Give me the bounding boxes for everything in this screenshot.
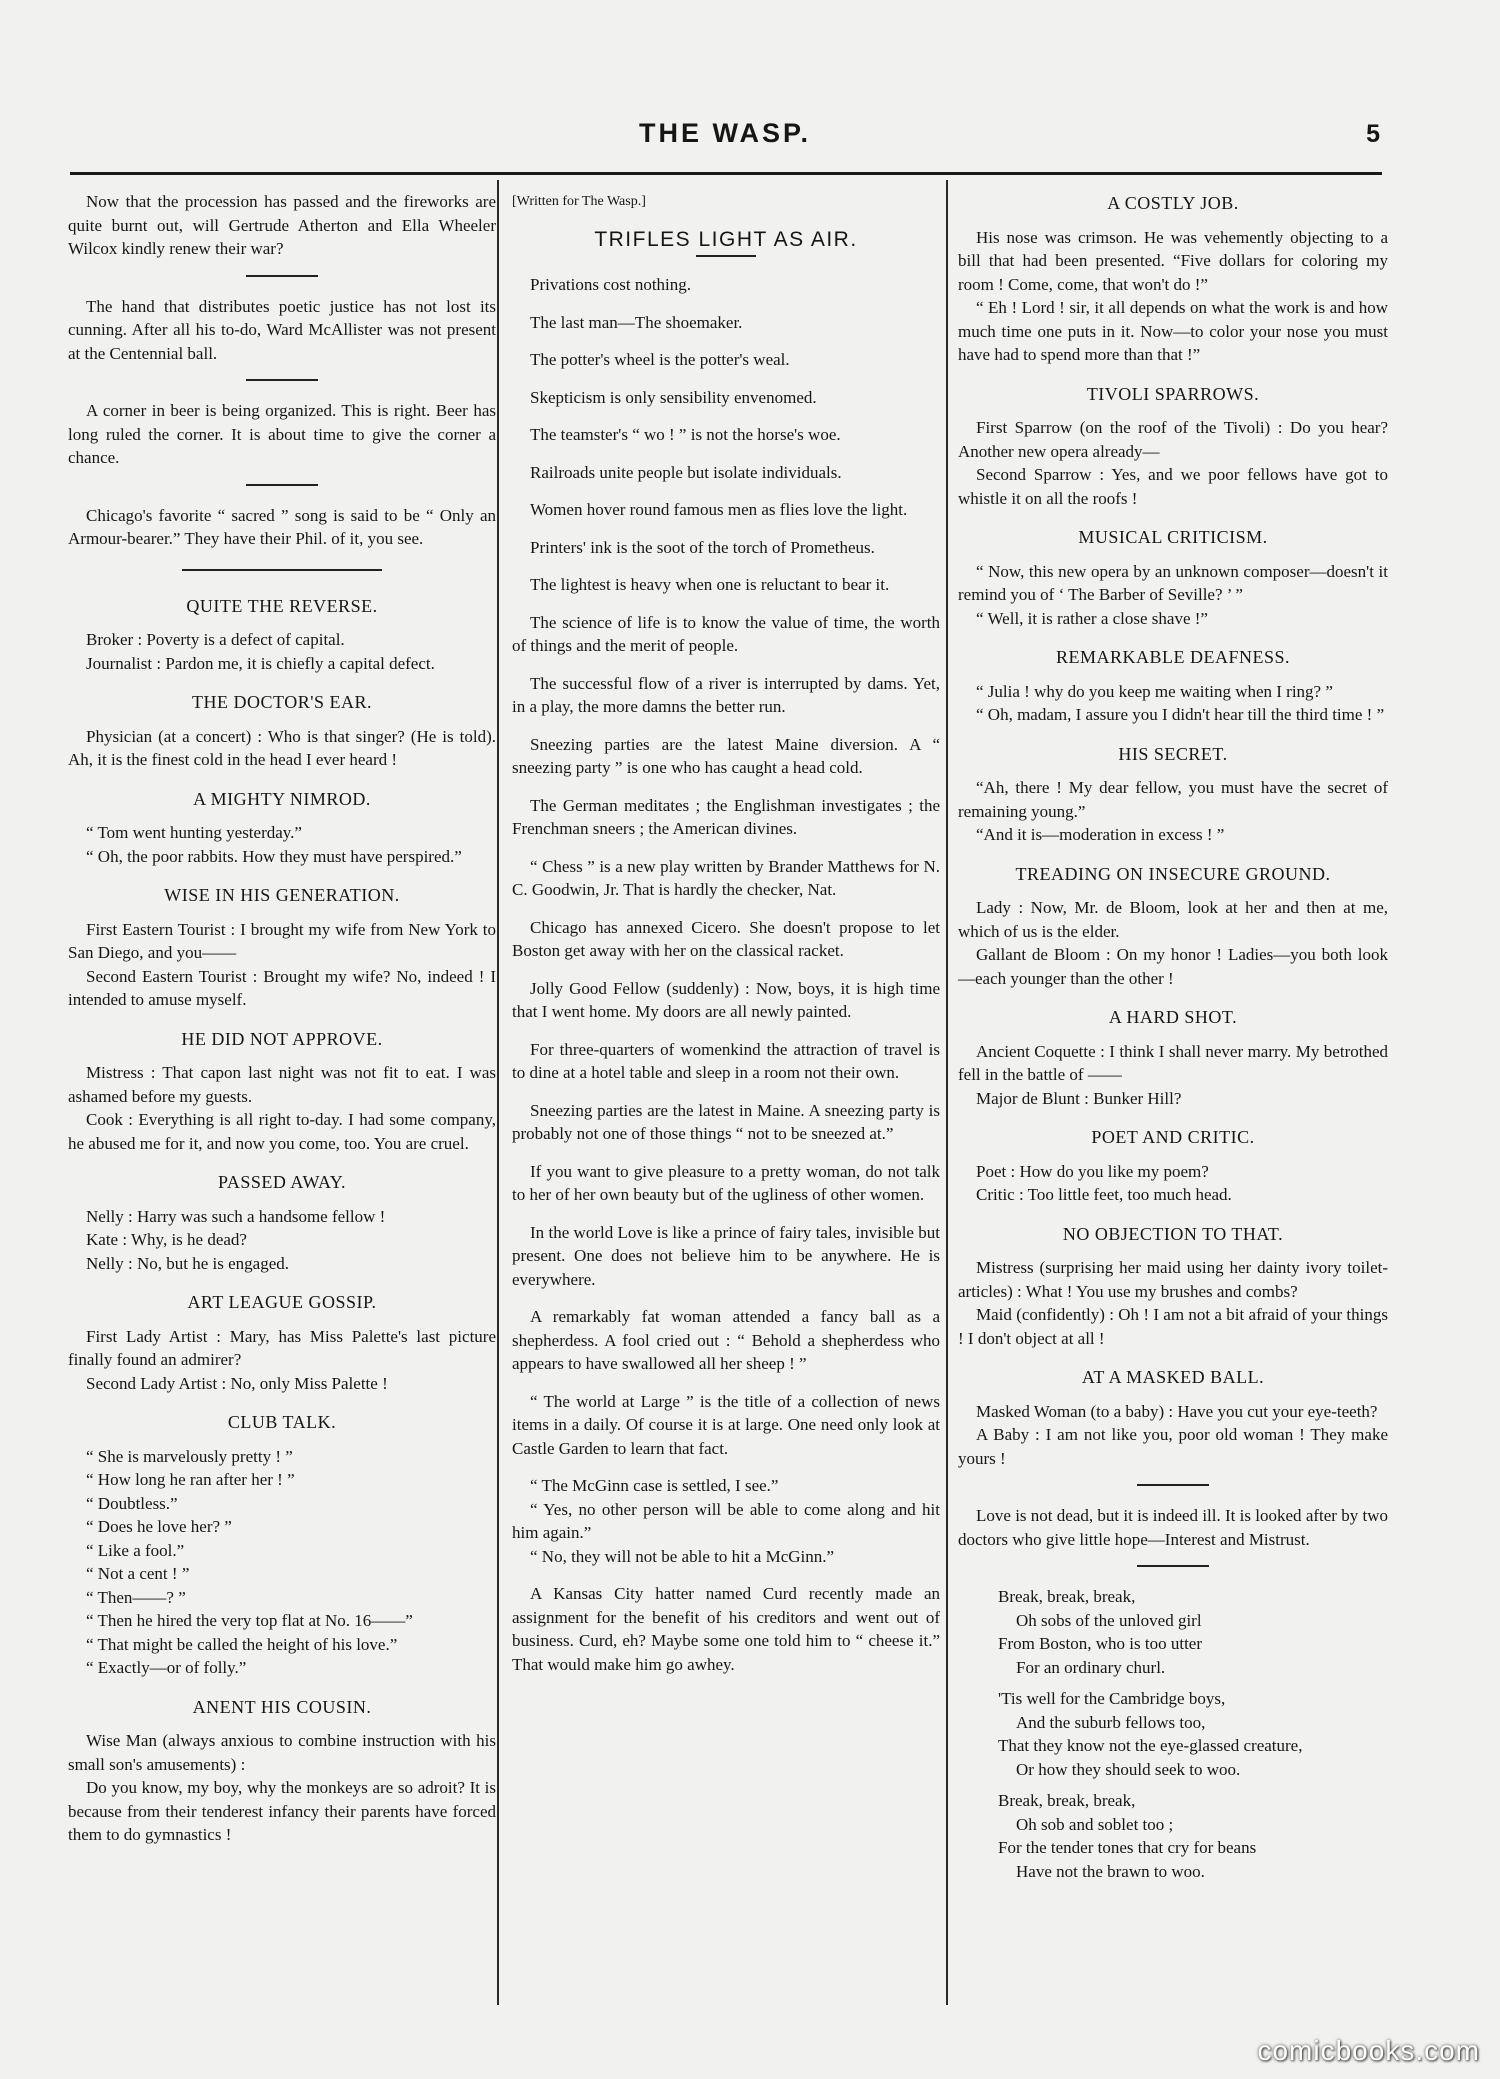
section-heading: TREADING ON INSECURE GROUND. [1015, 863, 1331, 884]
column-rule-1 [497, 180, 499, 2005]
paragraph: The lightest is heavy when one is reluctant to bear it. [530, 575, 890, 594]
paragraph: A corner in beer is being organized. This is right. Beer has long ruled the corner. It is about time to give the corner a chance. [68, 401, 496, 467]
paragraph: Sneezing parties are the latest in Maine. A sneezing party is probably not one of those things “ not to be sneezed at.” [512, 1100, 940, 1143]
dialog-line: Lady : Now, Mr. de Bloom, look at her and then at me, which of us is the elder. [958, 898, 1388, 941]
paragraph: The last man—The shoemaker. [530, 312, 743, 332]
dialog-line: First Lady Artist : Mary, has Miss Palette's last picture finally found an admirer? [68, 1326, 496, 1369]
paragraph: If you want to give pleasure to a pretty woman, do not talk to her of her own beauty but of the ugliness of other women. [512, 1161, 940, 1204]
section-heading: AT A MASKED BALL. [1081, 1367, 1265, 1387]
dialog-line: A Baby : I am not like you, poor old woman ! They make yours ! [958, 1425, 1388, 1468]
list-item: “ Like a fool.” [86, 1540, 185, 1560]
list-item: “ Then he hired the very top flat at No. 16——” [86, 1611, 413, 1630]
article-title: TRIFLES LIGHT AS AIR. [594, 227, 858, 251]
dialog-line: “ Now, this new opera by an unknown composer—doesn't it remind you of ‘ The Barber of Seville? ’ ” [958, 561, 1388, 604]
dialog-line: “ Oh, the poor rabbits. How they must have perspired.” [86, 846, 462, 866]
dialog-line: “And it is—moderation in excess ! ” [976, 825, 1225, 844]
section-heading: CLUB TALK. [227, 1412, 337, 1432]
paragraph: The potter's wheel is the potter's weal. [530, 350, 790, 369]
paragraph: Skepticism is only sensibility envenomed. [530, 387, 817, 407]
dialog-line: First Eastern Tourist : I brought my wife from New York to San Diego, and you—— [68, 919, 496, 962]
column-3 [958, 190, 1388, 1883]
poem-line: And the suburb fellows too, [1016, 1712, 1206, 1732]
dialog-line: Nelly : Harry was such a handsome fellow ! [86, 1206, 386, 1226]
list-item: “ Not a cent ! ” [86, 1564, 190, 1583]
paragraph: Love is not dead, but it is indeed ill. It is looked after by two doctors who give little hope—Interest and Mistrust. [958, 1506, 1388, 1549]
section-heading: A MIGHTY NIMROD. [193, 788, 371, 809]
column-1 [68, 190, 496, 1861]
site-watermark: comicbooks.com [1257, 2035, 1480, 2066]
newspaper-title: THE WASP. [638, 118, 812, 148]
paragraph: The successful flow of a river is interrupted by dams. Yet, in a play, the more damns the better run. [512, 673, 940, 716]
list-item: “ Doubtless.” [86, 1493, 178, 1513]
dialog-line: Nelly : No, but he is engaged. [86, 1253, 290, 1273]
section-heading: HIS SECRET. [1118, 743, 1228, 764]
poem-line: Oh sob and soblet too ; [1016, 1814, 1174, 1834]
dialog-line: Poet : How do you like my poem? [976, 1161, 1209, 1181]
masthead [70, 118, 1380, 158]
column-2 [512, 190, 940, 1690]
dialog-line: First Sparrow (on the roof of the Tivoli) : Do you hear? Another new opera already— [958, 418, 1388, 461]
dialog-line: “Ah, there ! My dear fellow, you must have the secret of remaining young.” [958, 778, 1388, 821]
dialog-line: Gallant de Bloom : On my honor ! Ladies—you both look—each younger than the other ! [958, 945, 1388, 988]
section-heading: TIVOLI SPARROWS. [1086, 383, 1260, 404]
paragraph: In the world Love is like a prince of fairy tales, invisible but present. One does not believe him to be anywhere. He is everywhere. [512, 1222, 940, 1289]
paragraph: Printers' ink is the soot of the torch of Prometheus. [530, 537, 875, 557]
poem-line: For the tender tones that cry for beans [998, 1838, 1257, 1857]
list-item: “ Then——? ” [86, 1587, 186, 1607]
paragraph: A Kansas City hatter named Curd recently made an assignment for the benefit of his creditors and went out of business. Curd, eh? Maybe some one told him to “ cheese it.” That would make him go awhey. [512, 1584, 940, 1674]
poem-line: Break, break, break, [998, 1791, 1136, 1810]
paragraph: Privations cost nothing. [530, 275, 692, 294]
paragraph: Sneezing parties are the latest Maine diversion. A “ sneezing party ” is one who has caught a head cold. [512, 734, 940, 777]
section-heading: MUSICAL CRITICISM. [1078, 527, 1268, 547]
dialog-line: “ The McGinn case is settled, I see.” [530, 1476, 779, 1495]
list-item: “ Exactly—or of folly.” [86, 1658, 247, 1677]
dialog-line: Masked Woman (to a baby) : Have you cut your eye-teeth? [976, 1401, 1378, 1421]
dialog-line: Physician (at a concert) : Who is that singer? (He is told). Ah, it is the finest cold in the head I ever heard ! [68, 726, 496, 769]
separator [246, 379, 318, 381]
poem-line: From Boston, who is too utter [998, 1634, 1203, 1653]
separator [246, 484, 318, 486]
dialog-line: Journalist : Pardon me, it is chiefly a capital defect. [86, 653, 435, 673]
dialog-line: Broker : Poverty is a defect of capital. [86, 630, 345, 649]
section-heading: ANENT HIS COUSIN. [192, 1696, 372, 1717]
section-heading: ART LEAGUE GOSSIP. [187, 1292, 377, 1312]
section-heading: POET AND CRITIC. [1091, 1127, 1255, 1147]
paragraph: “ The world at Large ” is the title of a collection of news items in a daily. Of course it is at large. One need only look at Castle Garden to learn that fact. [512, 1391, 940, 1458]
poem-line: That they know not the eye-glassed creature, [998, 1736, 1303, 1755]
paragraph: Chicago has annexed Cicero. She doesn't propose to let Boston get away with her on the classical racket. [512, 917, 940, 960]
paragraph: The science of life is to know the value of time, the worth of things and the merit of people. [512, 612, 940, 655]
dialog-line: Second Sparrow : Yes, and we poor fellows have got to whistle it on all the roofs ! [958, 465, 1388, 508]
section-heading: A COSTLY JOB. [1107, 193, 1239, 213]
header-rule [70, 172, 1382, 175]
poem-line: For an ordinary churl. [1016, 1657, 1166, 1677]
section-heading: A HARD SHOT. [1108, 1007, 1238, 1027]
section-heading: QUITE THE REVERSE. [186, 595, 378, 616]
poem-line: Break, break, break, [998, 1587, 1136, 1606]
dialog-line: Second Lady Artist : No, only Miss Palette ! [86, 1373, 388, 1393]
column-rule-2 [946, 180, 948, 2005]
dialog-line: “ No, they will not be able to hit a McGinn.” [530, 1546, 835, 1566]
poem-line: Or how they should seek to woo. [1016, 1759, 1241, 1779]
dialog-line: Mistress : That capon last night was not fit to eat. I was ashamed before my guests. [68, 1063, 496, 1106]
dialog-line: Maid (confidently) : Oh ! I am not a bit afraid of your things ! I don't object at all ! [958, 1305, 1388, 1348]
paragraph: Chicago's favorite “ sacred ” song is said to be “ Only an Armour-bearer.” They have their Phil. of it, you see. [68, 505, 496, 548]
poem [998, 1585, 1388, 1883]
paragraph: A remarkably fat woman attended a fancy ball as a shepherdess. A fool cried out : “ Behold a shepherdess who appears to have swallowed all her sheep ! ” [512, 1307, 940, 1373]
dialog-line: “ Tom went hunting yesterday.” [86, 823, 302, 842]
paragraph: Now that the procession has passed and the fireworks are quite burnt out, will Gertrude Atherton and Ella Wheeler Wilcox kindly renew their war? [68, 192, 496, 258]
paragraph: The hand that distributes poetic justice has not lost its cunning. After all his to-do, Ward McAllister was not present at the Centennial ball. [68, 296, 496, 363]
paragraph: For three-quarters of womenkind the attraction of travel is to dine at a hotel table and sleep in a room not their own. [512, 1039, 940, 1082]
dialog-line: Kate : Why, is he dead? [86, 1230, 247, 1249]
dialog-line: Wise Man (always anxious to combine instruction with his small son's amusements) : [68, 1731, 496, 1774]
dialog-line: “ Yes, no other person will be able to come along and hit him again.” [512, 1499, 940, 1542]
club-talk-list [86, 1445, 496, 1680]
section-heading: REMARKABLE DEAFNESS. [1055, 647, 1291, 667]
poem-line: Have not the brawn to woo. [1016, 1861, 1205, 1881]
section-heading: THE DOCTOR'S EAR. [192, 692, 372, 712]
paragraph: Women hover round famous men as flies love the light. [530, 500, 908, 519]
dialog-line: Critic : Too little feet, too much head. [976, 1185, 1232, 1204]
list-item: “ She is marvelously pretty ! ” [86, 1446, 293, 1466]
title-rule [696, 255, 756, 257]
section-heading: WISE IN HIS GENERATION. [164, 885, 400, 905]
section-heading: NO OBJECTION TO THAT. [1062, 1223, 1284, 1244]
separator [1137, 1565, 1209, 1567]
dialog-line: “ Julia ! why do you keep me waiting when I ring? ” [976, 681, 1333, 701]
page-number: 5 [1366, 120, 1380, 148]
dialog-line: “ Well, it is rather a close shave !” [976, 608, 1208, 628]
dialog-line: “ Oh, madam, I assure you I didn't hear till the third time ! ” [976, 705, 1385, 724]
paragraph: The German meditates ; the Englishman investigates ; the Frenchman sneers ; the American divines. [512, 795, 940, 838]
dialog-line: Mistress (surprising her maid using her dainty ivory toilet-articles) : What ! You use my brushes and combs? [958, 1258, 1388, 1301]
byline-note: [Written for The Wasp.] [512, 194, 646, 209]
list-item: “ Does he love her? ” [86, 1517, 232, 1536]
paragraph: “ Eh ! Lord ! sir, it all depends on what the work is and how much time one puts in it. Now—to color your nose you must have had to spend more than that !” [958, 298, 1388, 364]
separator [246, 275, 318, 277]
dialog-line: Do you know, my boy, why the monkeys are so adroit? It is because from their tenderest infancy their parents have forced them to do gymnastics ! [68, 1778, 496, 1844]
paragraph: The teamster's “ wo ! ” is not the horse's woe. [530, 425, 841, 444]
paragraph: Railroads unite people but isolate individuals. [530, 462, 842, 482]
list-item: “ That might be called the height of his love.” [86, 1634, 398, 1654]
section-separator [182, 569, 382, 571]
paragraph: His nose was crimson. He was vehemently objecting to a bill that had been presented. “Five dollars for coloring my room ! Come, come, that won't do !” [958, 227, 1388, 294]
poem-line: Oh sobs of the unloved girl [1016, 1610, 1202, 1630]
section-heading: PASSED AWAY. [218, 1172, 346, 1192]
list-item: “ How long he ran after her ! ” [86, 1470, 295, 1489]
section-heading: HE DID NOT APPROVE. [181, 1028, 383, 1049]
poem-line: 'Tis well for the Cambridge boys, [998, 1689, 1226, 1708]
dialog-line: Major de Blunt : Bunker Hill? [976, 1088, 1182, 1108]
separator [1137, 1484, 1209, 1486]
dialog-line: Second Eastern Tourist : Brought my wife? No, indeed ! I intended to amuse myself. [68, 966, 496, 1009]
dialog-line: Cook : Everything is all right to-day. I had some company, he abused me for it, and now you come, too. You are cruel. [68, 1110, 496, 1153]
dialog-line: Ancient Coquette : I think I shall never marry. My betrothed fell in the battle of —— [958, 1041, 1388, 1084]
paragraph: “ Chess ” is a new play written by Brander Matthews for N. C. Goodwin, Jr. That is hardly the checker, Nat. [512, 856, 940, 899]
paragraph: Jolly Good Fellow (suddenly) : Now, boys, it is high time that I went home. My doors are all newly painted. [512, 978, 940, 1021]
